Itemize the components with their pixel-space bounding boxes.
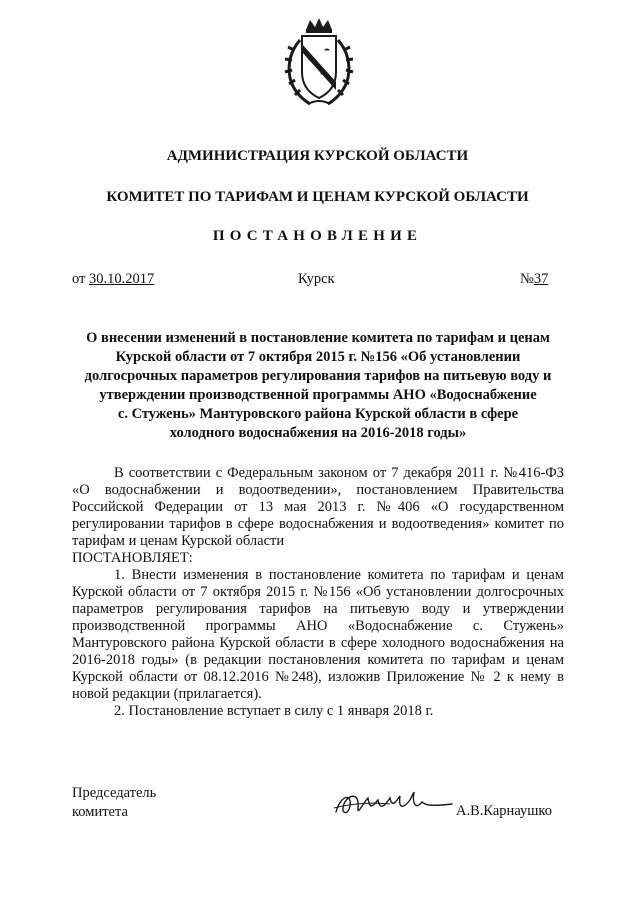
- signatory-position: [72, 784, 156, 822]
- document-body: [72, 465, 564, 720]
- coat-of-arms-icon: [280, 16, 358, 110]
- document-city: Курск: [298, 271, 335, 287]
- subject-line: с. Стужень» Мантуровского района Курской области в сфере: [117, 406, 519, 422]
- document-subject: [72, 329, 564, 443]
- preamble-paragraph: В соответствии с Федеральным законом от 7 декабря 2011 г. №416-ФЗ «О водоснабжении и водоотведении», постановлением Правительства Российской Федерации от 13 мая 2013 г. №406 «О государственном регулировании тарифов в сфере водоснабжения и водоотведения» комитет по тарифам и ценам Курской области: [72, 465, 564, 549]
- subject-line: утверждении производственной программы АНО «Водоснабжение: [99, 387, 537, 403]
- committee-title: КОМИТЕТ ПО ТАРИФАМ И ЦЕНАМ КУРСКОЙ ОБЛАСТИ: [106, 189, 529, 205]
- subject-line: Курской области от 7 октября 2015 г. №156 «Об установлении: [115, 349, 521, 365]
- resolves-line: ПОСТАНОВЛЯЕТ:: [72, 550, 193, 566]
- date-prefix: от: [72, 271, 86, 287]
- handwritten-signature-icon: [330, 782, 455, 822]
- number-value: 37: [533, 271, 549, 287]
- date-value: 30.10.2017: [89, 271, 155, 287]
- number-prefix: №: [520, 271, 534, 287]
- position-line-2: комитета: [72, 804, 128, 820]
- subject-line: О внесении изменений в постановление комитета по тарифам и ценам: [86, 330, 550, 346]
- position-line-1: Председатель: [72, 785, 157, 801]
- administration-title: АДМИНИСТРАЦИЯ КУРСКОЙ ОБЛАСТИ: [166, 148, 469, 164]
- item-2-paragraph: 2. Постановление вступает в силу с 1 января 2018 г.: [114, 703, 434, 719]
- document-type-title: ПОСТАНОВЛЕНИЕ: [212, 228, 423, 244]
- item-1-paragraph: 1. Внести изменения в постановление комитета по тарифам и ценам Курской области от 7 октября 2015 г. №156 «Об установлении долгосрочных параметров регулирования тарифов на питьевую воду и утверждении производственной программы АНО «Водоснабжение с. Стужень» Мантуровского района Курской области в сфере холодного водоснабжения на 2016-2018 годы» (в редакции постановления комитета по тарифам и ценам Курской области от 08.12.2016 №248), изложив Приложение № 2 к нему в новой редакции (прилагается).: [72, 567, 564, 702]
- signatory-name: А.В.Карнаушко: [456, 803, 552, 819]
- document-number: [520, 271, 548, 288]
- subject-line: холодного водоснабжения на 2016-2018 годы»: [169, 425, 467, 441]
- subject-line: долгосрочных параметров регулирования тарифов на питьевую воду и: [84, 368, 552, 384]
- document-date: [72, 271, 154, 288]
